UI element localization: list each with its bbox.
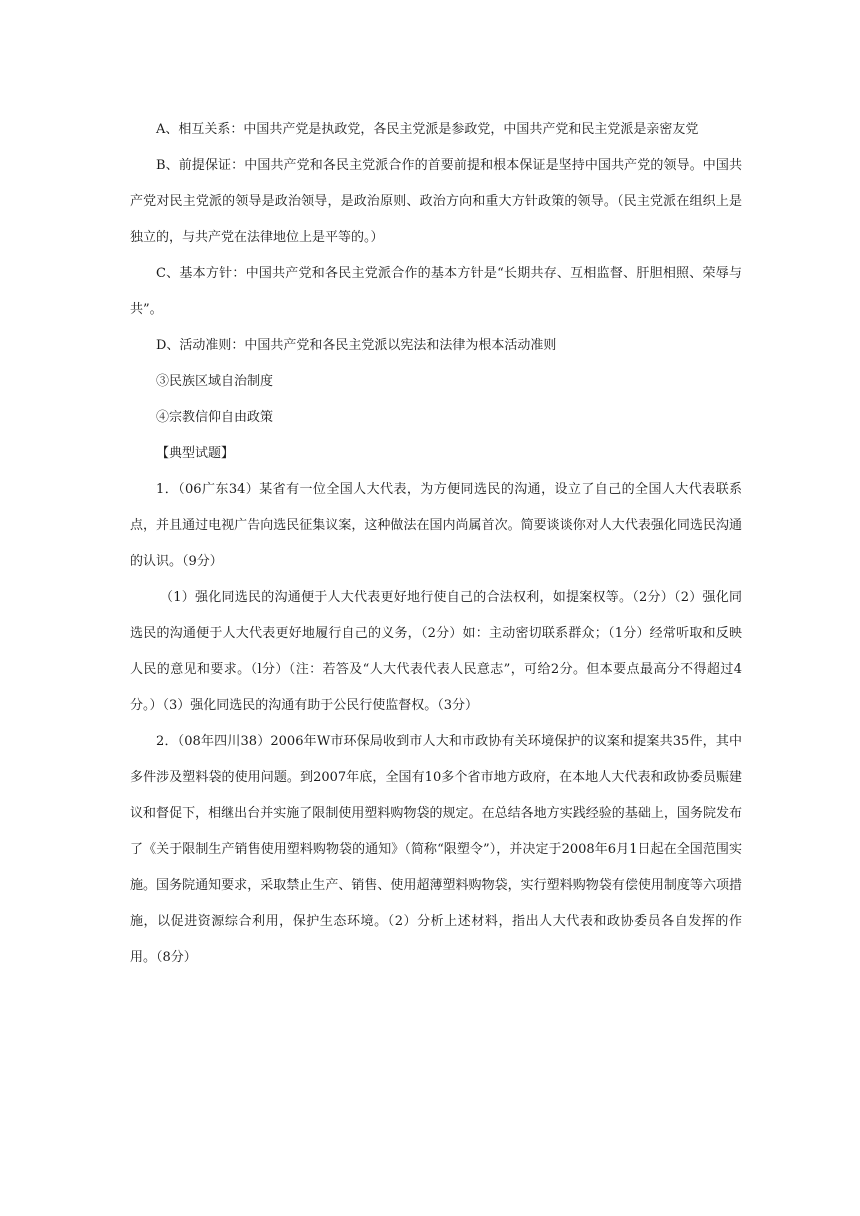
document-body <box>130 112 742 976</box>
paragraph-religion: ④宗教信仰自由政策 <box>156 410 274 425</box>
paragraph-principle: D、活动准则：中国共产党和各民主党派以宪法和法律为根本活动准则 <box>156 338 557 353</box>
paragraph-policy: C、基本方针：中国共产党和各民主党派合作的基本方针是“长期共存、互相监督、肝胆相照、荣辱与共”。 <box>130 266 742 317</box>
paragraph-premise: B、前提保证：中国共产党和各民主党派合作的首要前提和根本保证是坚持中国共产党的领导。中国共产党对民主党派的领导是政治领导，是政治原则、政治方向和重大方针政策的领导。（民主党派在组织上是独立的，与共产党在法律地位上是平等的。） <box>130 158 742 245</box>
paragraph-autonomy: ③民族区域自治制度 <box>156 374 274 389</box>
question-1: 1．（06广东34）某省有一位全国人大代表，为方便同选民的沟通，设立了自己的全国人大代表联系点，并且通过电视广告向选民征集议案，这种做法在国内尚属首次。简要谈谈你对人大代表强化同选民沟通的认识。（9分） <box>130 482 742 569</box>
question-2: 2．（08年四川38）2006年W市环保局收到市人大和市政协有关环境保护的议案和提案共35件，其中多件涉及塑料袋的使用问题。到2007年底，全国有10多个省市地方政府，在本地人大代表和政协委员赈建议和督促下，相继出台并实施了限制使用塑料购物袋的规定。在总结各地方实践经验的基础上，国务院发布了《关于限制生产销售使用塑料购物袋的通知》（简称“限塑令”），并决定于2008年6月1日起在全国范围实施。国务院通知要求，采取禁止生产、销售、使用超薄塑料购物袋，实行塑料购物袋有偿使用制度等六项措施，以促进资源综合利用，保护生态环境。（2）分析上述材料，指出人大代表和政协委员各自发挥的作用。（8分） <box>130 734 742 965</box>
section-heading-typical: 【典型试题】 <box>156 446 235 461</box>
answer-1: （1）强化同选民的沟通便于人大代表更好地行使自己的合法权利，如提案权等。（2分）（2）强化同选民的沟通便于人大代表更好地履行自己的义务，（2分）如：主动密切联系群众；（1分）经常听取和反映人民的意见和要求。（l分）（注：若答及“人大代表代表人民意志”，可给2分。但本要点最高分不得超过4分。）（3）强化同选民的沟通有助于公民行使监督权。（3分） <box>130 590 742 713</box>
paragraph-relation: A、相互关系：中国共产党是执政党，各民主党派是参政党，中国共产党和民主党派是亲密友党 <box>156 122 699 137</box>
